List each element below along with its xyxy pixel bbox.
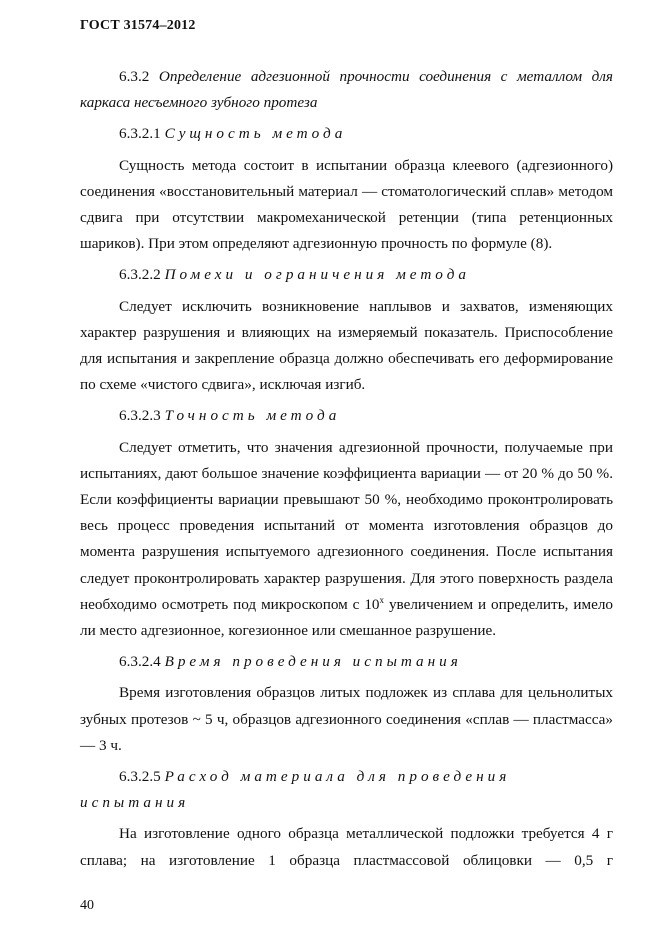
section-6-3-2-1-heading <box>80 121 613 147</box>
section-6-3-2-5-heading <box>80 764 613 816</box>
section-title: Определение адгезионной прочности соединения с металлом для каркаса несъемного зубного протеза <box>80 68 613 112</box>
page-body <box>80 64 613 874</box>
section-number: 6.3.2 <box>119 68 150 85</box>
section-title: Помехи и ограничения метода <box>164 266 470 284</box>
section-title: Время проведения испытания <box>164 653 462 671</box>
section-title: Точность метода <box>164 407 341 425</box>
page-number: 40 <box>80 898 94 913</box>
section-6-3-2-1-text: Сущность метода состоит в испытании образца клеевого (адгезионного) соединения «восстановительный материал — стоматологический сплав» методом сдвига при отсутствии макромеханической ретенции (типа ретенционных шариков). При этом определяют адгезионную прочность по формуле (8). <box>80 156 613 253</box>
document-code: ГОСТ 31574–2012 <box>80 18 196 33</box>
section-6-3-2-2-text: Следует исключить возникновение наплывов и захватов, изменяющих характер разрушения и влияющих на измеряемый показатель. Приспособление для испытания и закрепление образца должно обеспечивать его деформирование по схеме «чистого сдвига», исключая изгиб. <box>80 297 613 394</box>
section-6-3-2-2-heading <box>80 262 613 288</box>
section-6-3-2-4-text: Время изготовления образцов литых подложек из сплава для цельнолитых зубных протезов ~ 5 ч, образцов адгезионного соединения «сплав — пластмасса» — 3 ч. <box>80 684 613 754</box>
section-number: 6.3.2.4 <box>119 653 161 671</box>
section-number: 6.3.2.5 <box>119 768 161 786</box>
section-title: Сущность метода <box>164 125 347 143</box>
section-6-3-2-5-text: На изготовление одного образца металлической подложки требуется 4 г сплава; на изготовление 1 образца пластмассовой облицовки — 0,5 г <box>80 825 613 869</box>
section-6-3-2-heading <box>80 64 613 116</box>
section-title: Расход материала для проведения испытания <box>80 768 511 812</box>
text-part-b: увеличением и определить, имело ли место адгезионное, когезионное или смешанное разрушение. <box>80 595 613 640</box>
magnification-superscript: х <box>379 594 385 605</box>
section-6-3-2-3-text <box>80 435 613 645</box>
section-number: 6.3.2.1 <box>119 125 161 143</box>
text-part-a: Следует отметить, что значения адгезионной прочности, получаемые при испытаниях, дают большое значение коэффициента вариации — от 20 % до 50 %. Если коэффициенты вариации превышают 50 %, необходимо проконтролировать весь процесс проведения испытаний от момента изготовления образцов до момента разрушения испытуемого адгезионного соединения. После испытания следует проконтролировать характер разрушения. Для этого поверхность раздела необходимо осмотреть под микроскопом с 10 <box>80 438 613 613</box>
section-6-3-2-4-heading <box>80 649 613 675</box>
section-number: 6.3.2.3 <box>119 407 161 425</box>
section-number: 6.3.2.2 <box>119 266 161 284</box>
section-6-3-2-3-heading <box>80 403 613 429</box>
